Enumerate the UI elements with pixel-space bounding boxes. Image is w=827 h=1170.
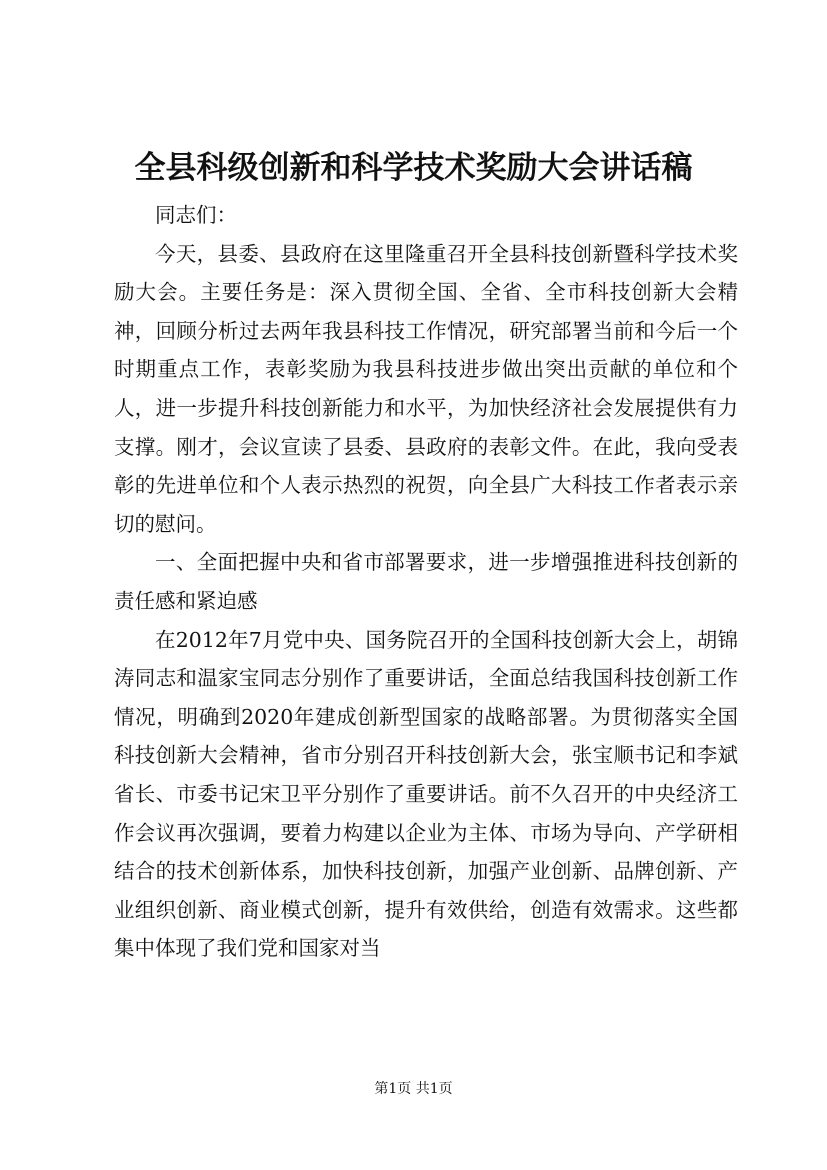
page-footer: 第1页 共1页: [374, 1081, 453, 1097]
salutation: 同志们：: [155, 203, 237, 227]
document-body: [114, 196, 738, 968]
document-title: 全县科级创新和科学技术奖励大会讲话稿: [134, 150, 693, 186]
paragraph-opening: 今天，县委、县政府在这里隆重召开全县科技创新暨科学技术奖励大会。主要任务是：深入贯彻全国、全省、全市科技创新大会精神，回顾分析过去两年我县科技工作情况，研究部署当前和今后一个时期重点工作，表彰奖励为我县科技进步做出突出贡献的单位和个人，进一步提升科技创新能力和水平，为加快经济社会发展提供有力支撑。刚才，会议宣读了县委、县政府的表彰文件。在此，我向受表彰的先进单位和个人表示热烈的祝贺，向全县广大科技工作者表示亲切的慰问。: [114, 241, 738, 536]
section-heading-1: 一、全面把握中央和省市部署要求，进一步增强推进科技创新的责任感和紧迫感: [114, 550, 738, 613]
paragraph-section-1: 在2012年7月党中央、国务院召开的全国科技创新大会上，胡锦涛同志和温家宝同志分别作了重要讲话，全面总结我国科技创新工作情况，明确到2020年建成创新型国家的战略部署。为贯彻落实全国科技创新大会精神，省市分别召开科技创新大会，张宝顺书记和李斌省长、市委书记宋卫平分别作了重要讲话。前不久召开的中央经济工作会议再次强调，要着力构建以企业为主体、市场为导向、产学研相结合的技术创新体系，加快科技创新，加强产业创新、品牌创新、产业组织创新、商业模式创新，提升有效供给，创造有效需求。这些都集中体现了我们党和国家对当: [114, 627, 738, 961]
